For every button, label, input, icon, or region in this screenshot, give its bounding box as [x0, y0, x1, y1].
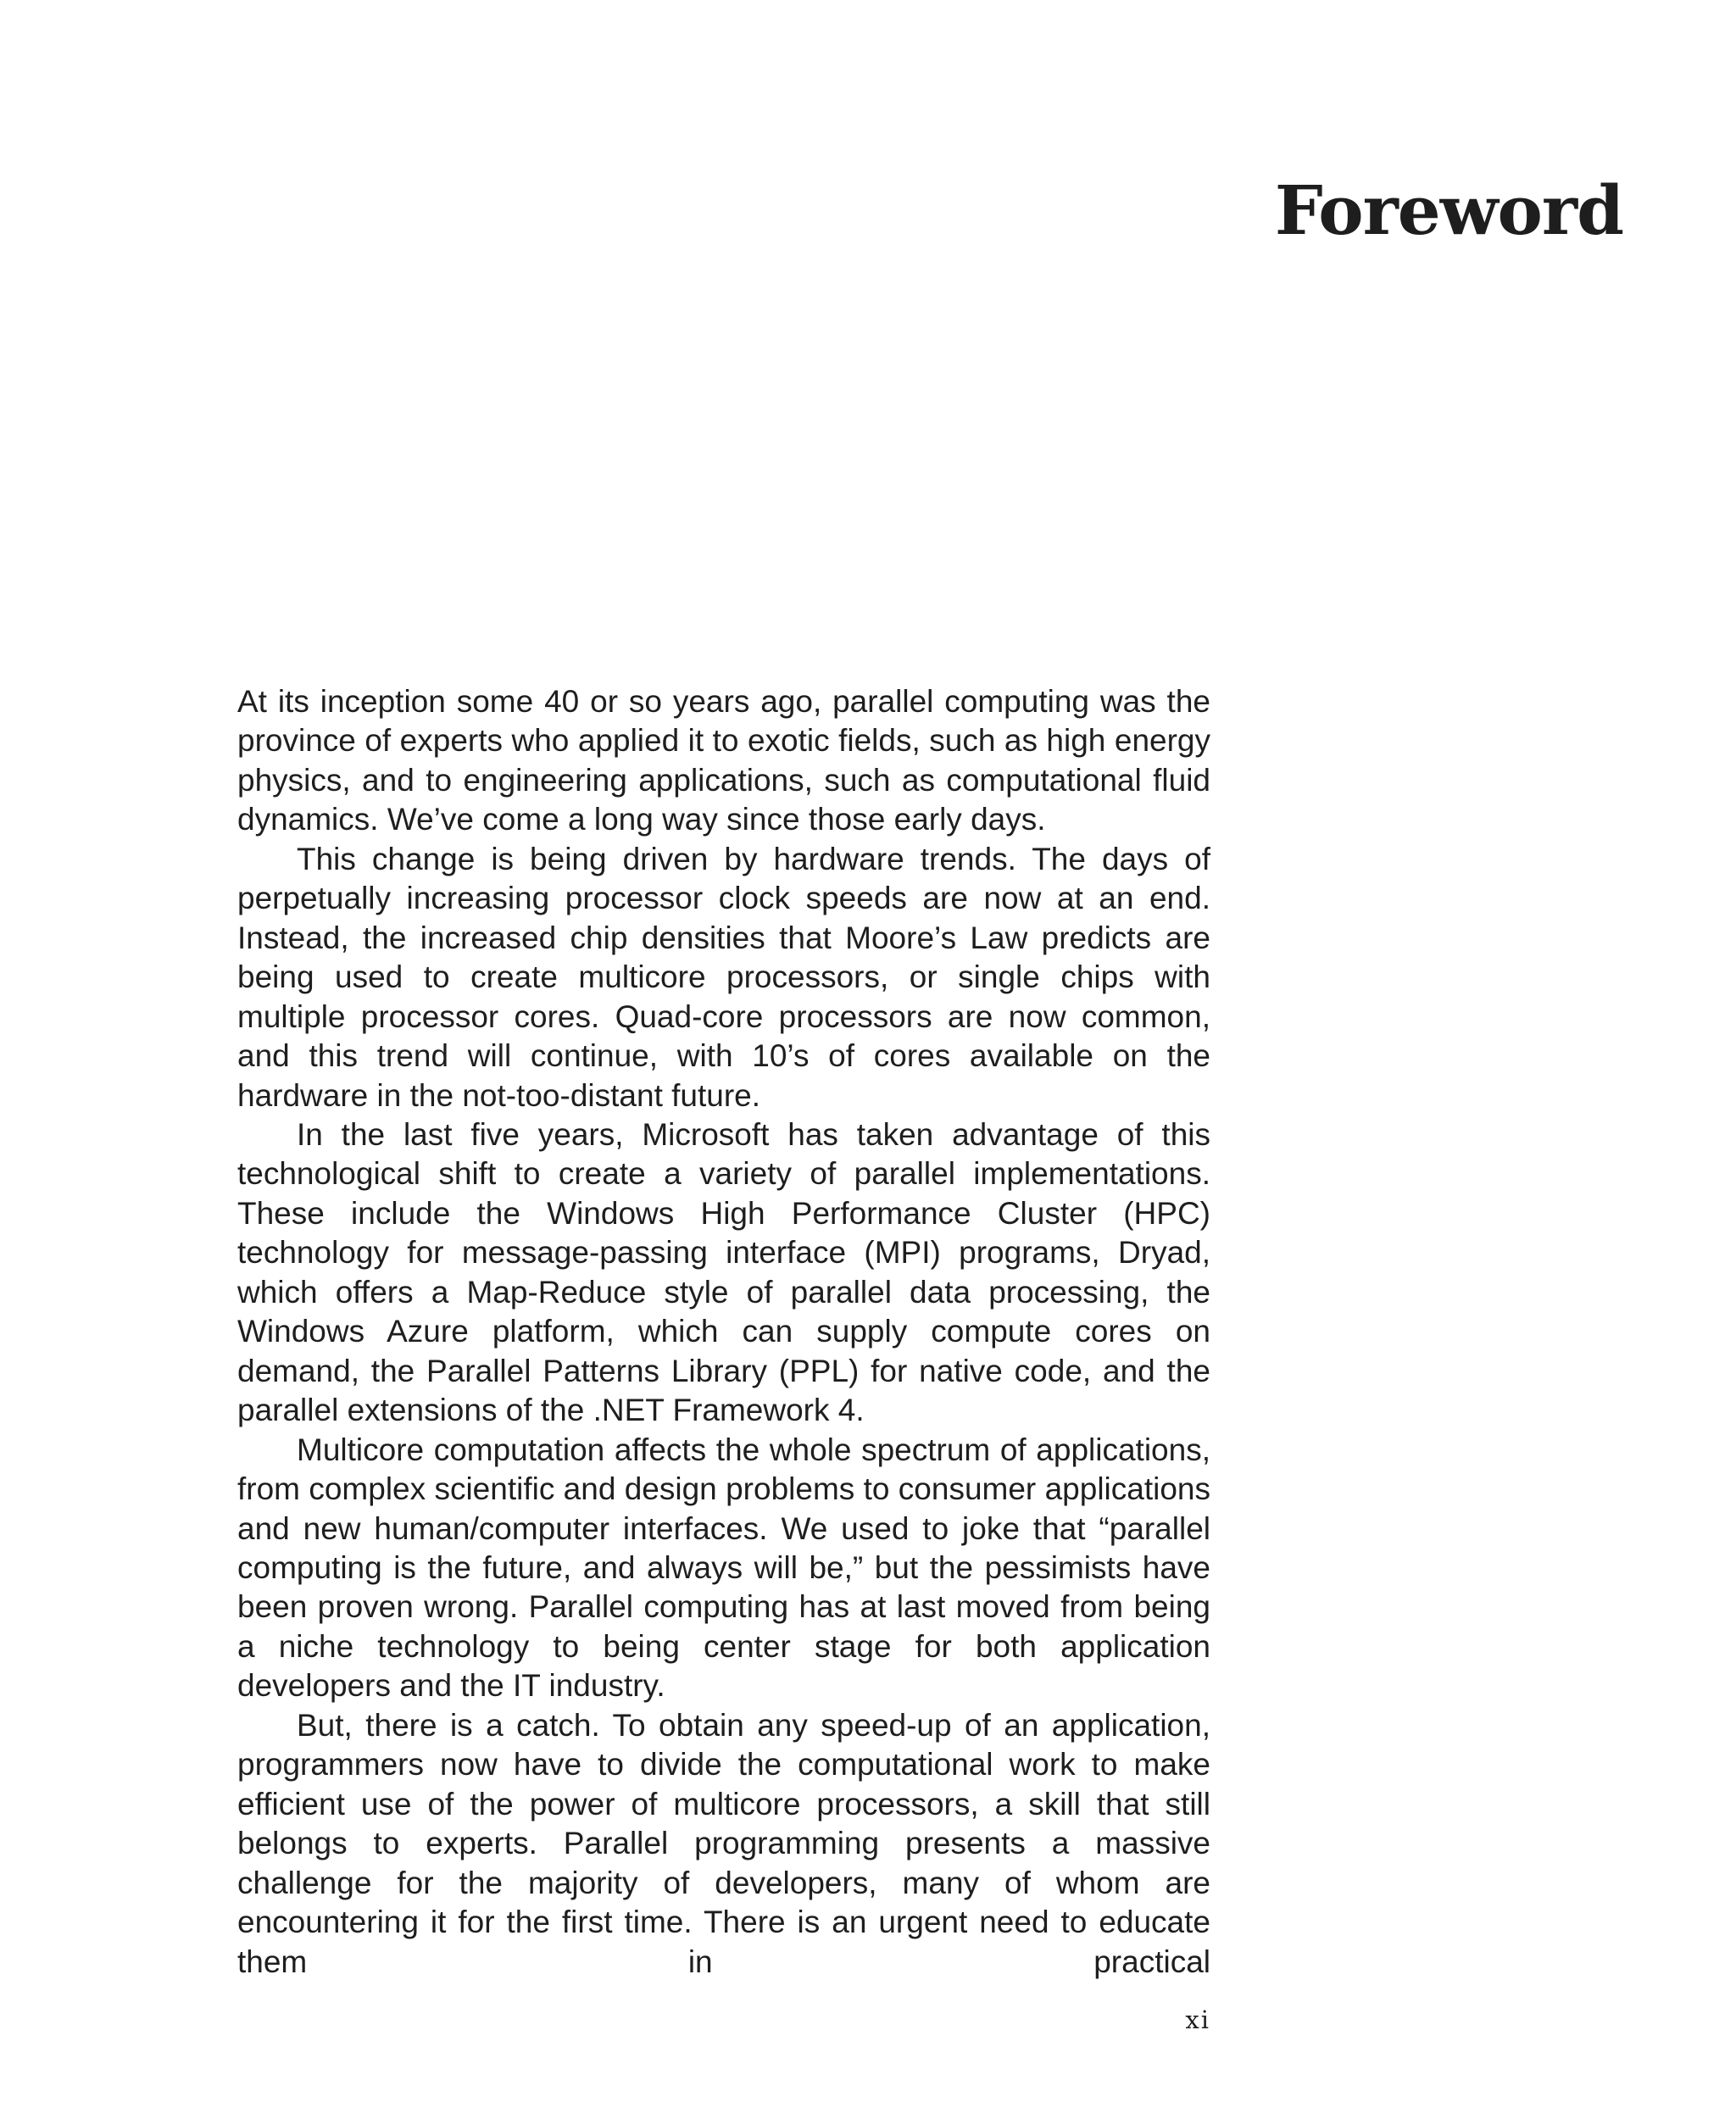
foreword-body: [237, 682, 1210, 1982]
paragraph-3: In the last five years, Microsoft has taken advantage of this technological shift to create a variety of parallel implementations. These include the Windows High Performance Cluster (HPC) technology for message-passing interface (MPI) programs, Dryad, which offers a Map-Reduce style of parallel data processing, the Windows Azure platform, which can supply compute cores on demand, the Parallel Patterns Library (PPL) for native code, and the parallel extensions of the .NET Framework 4.: [237, 1116, 1210, 1428]
paragraph-5: But, there is a catch. To obtain any speed-up of an application, programmers now have to divide the computational work to make efficient use of the power of multicore processors, a skill that still belongs to experts. Parallel programming presents a massive challenge for the majority of developers, many of whom are encountering it for the first time. There is an urgent need to educate them in practical: [237, 1707, 1210, 1979]
page-title: Foreword: [1274, 170, 1623, 250]
paragraph-1: At its inception some 40 or so years ago, parallel computing was the province of experts who applied it to exotic fields, such as high energy physics, and to engineering applications, such as computational fluid dynamics. We’ve come a long way since those early days.: [237, 684, 1210, 837]
paragraph-2: This change is being driven by hardware trends. The days of perpetually increasing processor clock speeds are now at an end. Instead, the increased chip densities that Moore’s Law predicts are being used to create multicore processors, or single chips with multiple processor cores. Quad-core processors are now common, and this trend will continue, with 10’s of cores available on the hardware in the not-too-distant future.: [237, 841, 1210, 1113]
page-number: xi: [1185, 2005, 1210, 2034]
paragraph-4: Multicore computation affects the whole spectrum of applications, from complex scientific and design problems to consumer applications and new human/computer interfaces. We used to joke that “parallel computing is the future, and always will be,” but the pessimists have been proven wrong. Parallel computing has at last moved from being a niche technology to being center stage for both application developers and the IT industry.: [237, 1432, 1210, 1704]
